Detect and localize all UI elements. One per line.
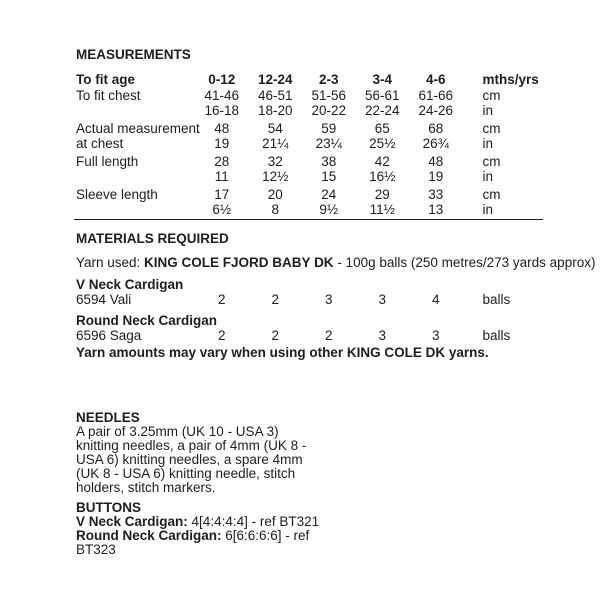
- unit-label: in: [482, 136, 494, 151]
- ball-count: 3: [378, 292, 386, 307]
- cell-value: 42: [374, 154, 390, 169]
- cell-value: 59: [321, 121, 337, 136]
- cell-value: 19: [214, 136, 230, 151]
- ball-count: 3: [324, 292, 333, 307]
- cell-value: 16-18: [204, 103, 240, 118]
- cell-value: 21¼: [262, 136, 289, 151]
- buttons-line-v-neck: [76, 515, 546, 529]
- cm-line: [76, 88, 546, 103]
- cell-value: 16½: [369, 169, 396, 184]
- needles-text-line: USA 6) knitting needles, a spare 4mm: [76, 452, 303, 467]
- ball-count: 4: [431, 292, 440, 307]
- cm-line: [76, 154, 546, 169]
- needles-text-line: knitting needles, a pair of 4mm (UK 8 -: [76, 438, 307, 453]
- needles-section: [76, 411, 546, 495]
- size-header-row: [76, 72, 546, 87]
- cell-value: 46-51: [257, 88, 293, 103]
- row-label: To fit chest: [76, 88, 141, 103]
- cell-value: 65: [374, 121, 390, 136]
- unit-label: cm: [482, 121, 501, 136]
- garment-name: V Neck Cardigan:: [76, 514, 188, 529]
- needles-text-line: holders, stitch markers.: [76, 480, 216, 495]
- cell-value: 51-56: [311, 88, 347, 103]
- unit-label: cm: [482, 88, 501, 103]
- needles-text-line: (UK 8 - USA 6) knitting needle, stitch: [76, 466, 296, 481]
- inch-line: [76, 136, 546, 151]
- shade-code: 6594 Vali: [76, 292, 132, 307]
- measurement-row-actual-measurement: [76, 121, 546, 151]
- measurements-section: [76, 47, 546, 217]
- yarn-variation-note: Yarn amounts may vary when using other KING COLE DK yarns.: [76, 345, 489, 360]
- ball-count: 2: [217, 328, 226, 343]
- cell-value: 19: [428, 169, 444, 184]
- materials-section: [76, 231, 596, 360]
- needles-title: NEEDLES: [76, 410, 140, 425]
- ball-count: 3: [378, 328, 386, 343]
- units-col-header: mths/yrs: [482, 72, 539, 87]
- cell-value: 6½: [212, 202, 232, 217]
- cell-value: 26¾: [422, 136, 449, 151]
- row-label: [76, 103, 195, 118]
- yarn-quantity-round-neck-cardigan: [76, 313, 546, 343]
- yarn-name: KING COLE FJORD BABY DK: [144, 255, 334, 270]
- garment-name: Round Neck Cardigan: [76, 313, 218, 328]
- quantity-line: [76, 328, 546, 343]
- cell-value: 15: [321, 169, 337, 184]
- row-label: Full length: [76, 154, 139, 169]
- materials-title: MATERIALS REQUIRED: [76, 231, 229, 246]
- cell-value: 56-61: [364, 88, 400, 103]
- cell-value: 48: [428, 154, 444, 169]
- shade-code: 6596 Saga: [76, 328, 142, 343]
- cell-value: 22-24: [364, 103, 400, 118]
- unit-label: balls: [482, 328, 511, 343]
- button-ref: BT323: [76, 542, 116, 557]
- needles-text-line: A pair of 3.25mm (UK 10 - USA 3): [76, 424, 279, 439]
- cell-value: 32: [267, 154, 283, 169]
- unit-label: in: [482, 202, 494, 217]
- row-label: Sleeve length: [76, 187, 158, 202]
- cell-value: 61-66: [418, 88, 454, 103]
- yarn-quantity-v-neck-cardigan: [76, 277, 546, 307]
- measurement-row-to-fit-chest: [76, 88, 546, 118]
- cell-value: 28: [214, 154, 230, 169]
- buttons-title: BUTTONS: [76, 500, 142, 515]
- unit-label: balls: [482, 292, 511, 307]
- cell-value: 48: [214, 121, 230, 136]
- to-fit-age-label: To fit age: [76, 72, 135, 87]
- inch-line: [76, 103, 546, 118]
- cell-value: 11½: [369, 202, 395, 217]
- row-label: [76, 202, 195, 217]
- ball-count: 2: [271, 292, 279, 307]
- size-col-header: 2-3: [318, 72, 339, 87]
- yarn-prefix: Yarn used:: [76, 255, 145, 270]
- row-label: at chest: [76, 136, 124, 151]
- unit-label: cm: [482, 154, 501, 169]
- quantity-line: [76, 292, 546, 307]
- row-label: [76, 169, 195, 184]
- cell-value: 24: [321, 187, 337, 202]
- ball-count: 2: [271, 328, 279, 343]
- row-label: Actual measurement: [76, 121, 200, 136]
- cell-value: 11: [214, 169, 229, 184]
- cell-value: 8: [271, 202, 279, 217]
- yarn-used-line: [76, 255, 596, 270]
- cell-value: 41-46: [204, 88, 240, 103]
- garment-name: V Neck Cardigan: [76, 277, 184, 292]
- measurement-row-sleeve-length: [76, 187, 546, 217]
- buttons-line-round-neck: [76, 529, 546, 543]
- button-count-ref: 4[4:4:4:4] - ref BT321: [187, 514, 320, 529]
- cell-value: 25½: [369, 136, 396, 151]
- measurement-row-full-length: [76, 154, 546, 184]
- ball-count: 3: [431, 328, 440, 343]
- size-col-header: 3-4: [372, 72, 392, 87]
- inch-line: [76, 169, 546, 184]
- cell-value: 20-22: [311, 103, 347, 118]
- measurements-title: MEASUREMENTS: [76, 47, 191, 62]
- knitting-pattern-info-page: [76, 47, 596, 557]
- cell-value: 20: [267, 187, 283, 202]
- unit-label: in: [482, 103, 494, 118]
- buttons-section: [76, 501, 546, 557]
- cell-value: 18-20: [257, 103, 293, 118]
- cell-value: 9½: [319, 202, 339, 217]
- cell-value: 13: [428, 202, 444, 217]
- yarn-suffix: - 100g balls (250 metres/273 yards approx): [333, 255, 596, 270]
- section-divider: [74, 219, 543, 220]
- size-col-header: 0-12: [208, 72, 236, 87]
- ball-count: 2: [217, 292, 226, 307]
- inch-line: [76, 202, 546, 217]
- cell-value: 38: [321, 154, 337, 169]
- unit-label: cm: [482, 187, 501, 202]
- cell-value: 23¼: [315, 136, 342, 151]
- cm-line: [76, 121, 546, 136]
- cell-value: 12½: [262, 169, 289, 184]
- cell-value: 68: [428, 121, 444, 136]
- cell-value: 33: [428, 187, 444, 202]
- cell-value: 24-26: [418, 103, 454, 118]
- buttons-line-ref-continued: [76, 543, 546, 557]
- cell-value: 17: [214, 187, 230, 202]
- size-col-header: 12-24: [257, 72, 293, 87]
- cm-line: [76, 187, 546, 202]
- button-count-ref: 6[6:6:6:6] - ref: [221, 528, 310, 543]
- cell-value: 29: [374, 187, 390, 202]
- garment-name: Round Neck Cardigan:: [76, 528, 222, 543]
- size-col-header: 4-6: [425, 72, 446, 87]
- cell-value: 54: [267, 121, 283, 136]
- unit-label: in: [482, 169, 494, 184]
- ball-count: 2: [324, 328, 333, 343]
